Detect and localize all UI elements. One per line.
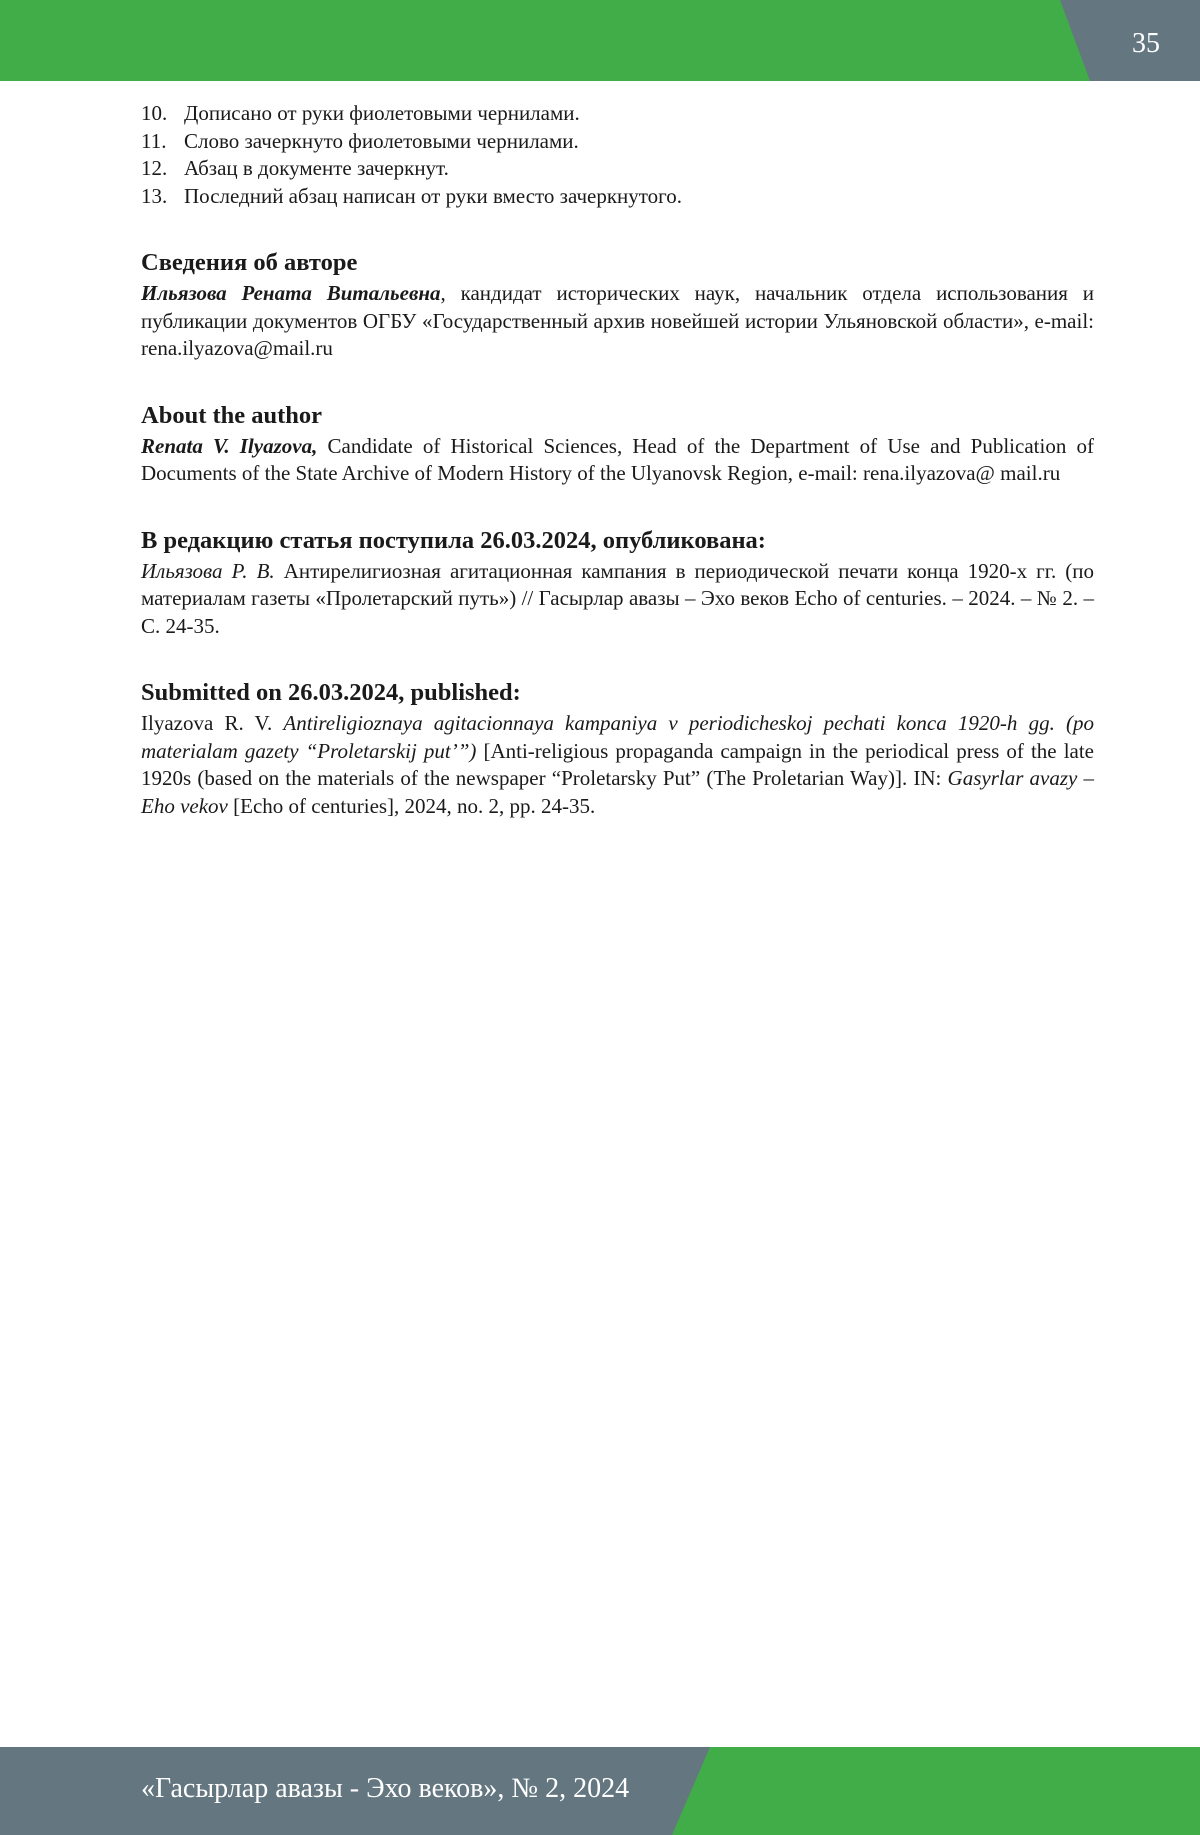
author-en-text [141,433,1094,488]
note-text: Дописано от руки фиолетовыми чернилами. [184,101,580,125]
citation-ru-author: Ильязова Р. В. [141,558,275,583]
note-number: 11. [141,128,167,153]
submitted-ru-section [141,526,1094,641]
citation-en-text: [Anti-religious propaganda campaign in the periodical press of the late 1920s (based on the materials of the newspaper “Proletarsky Put” (The Proletarian Way)]. IN: [141,738,1095,790]
note-item [141,100,1094,128]
note-item [141,128,1094,156]
note-text: Слово зачеркнуто фиолетовыми чернилами. [184,128,579,153]
submitted-ru-heading: В редакцию статья поступила 26.03.2024, опубликована: [141,526,766,554]
author-ru-text [141,280,1094,363]
submitted-en-heading: Submitted on 26.03.2024, published: [141,679,521,706]
note-text: Абзац в документе зачеркнут. [184,156,449,180]
note-number: 10. [141,101,168,125]
note-item [141,183,1094,211]
author-en-name: Renata V. Ilyazova, [141,433,318,458]
page-content [141,100,1094,820]
note-text: Последний абзац написан от руки вместо зачеркнутого. [184,183,683,208]
notes-list [141,100,1094,210]
note-number: 12. [141,156,168,180]
citation-ru [141,558,1094,641]
author-en-heading: About the author [141,401,323,429]
author-ru-heading: Сведения об авторе [141,249,358,276]
author-en-description: Candidate of Historical Sciences, Head of the Department of Use and Publication of Documents of the State Archive of Modern History of the Ulyanovsk Region, e-mail: rena.ilyazova@ mail.ru [141,433,1094,485]
citation-ru-text: Антирелигиозная агитационная кампания в периодической печати конца 1920-х гг. (по материалам газеты «Пролетарский путь») // Гасырлар авазы – Эхо веков Echo of centuries. – 2024. – № 2. – С. 24-35. [141,558,1094,638]
citation-en-journal: Gasyrlar avazy – Eho vekov [141,766,1094,818]
submitted-en-section [141,678,1094,820]
citation-en-text-end: [Echo of centuries], 2024, no. 2, pp. 24-35. [227,793,596,818]
footer-journal-title: «Гасырлар авазы - Эхо веков», № 2, 2024 [141,1773,630,1804]
citation-en-title-translit: Antireligioznaya agitacionnaya kampaniya v periodicheskoj pechati konca 1920-h gg. (po materialam gazety “Proletarskij put’”) [141,711,1094,763]
header-band [0,0,1200,81]
citation-en-author: Ilyazova R. V. [141,711,284,735]
author-ru-description: , кандидат исторических наук, начальник отдела использования и публикации документов ОГБУ «Государственный архив новейшей истории Ульяновской области», e-mail: rena.ilyazova@mail.ru [141,281,1094,360]
author-ru-section [141,248,1094,363]
author-en-section [141,401,1094,488]
note-item [141,155,1094,183]
page-number: 35 [1132,28,1160,59]
citation-en [141,710,1094,820]
note-number: 13. [141,183,168,208]
author-ru-name: Ильязова Рената Витальевна [141,281,441,305]
